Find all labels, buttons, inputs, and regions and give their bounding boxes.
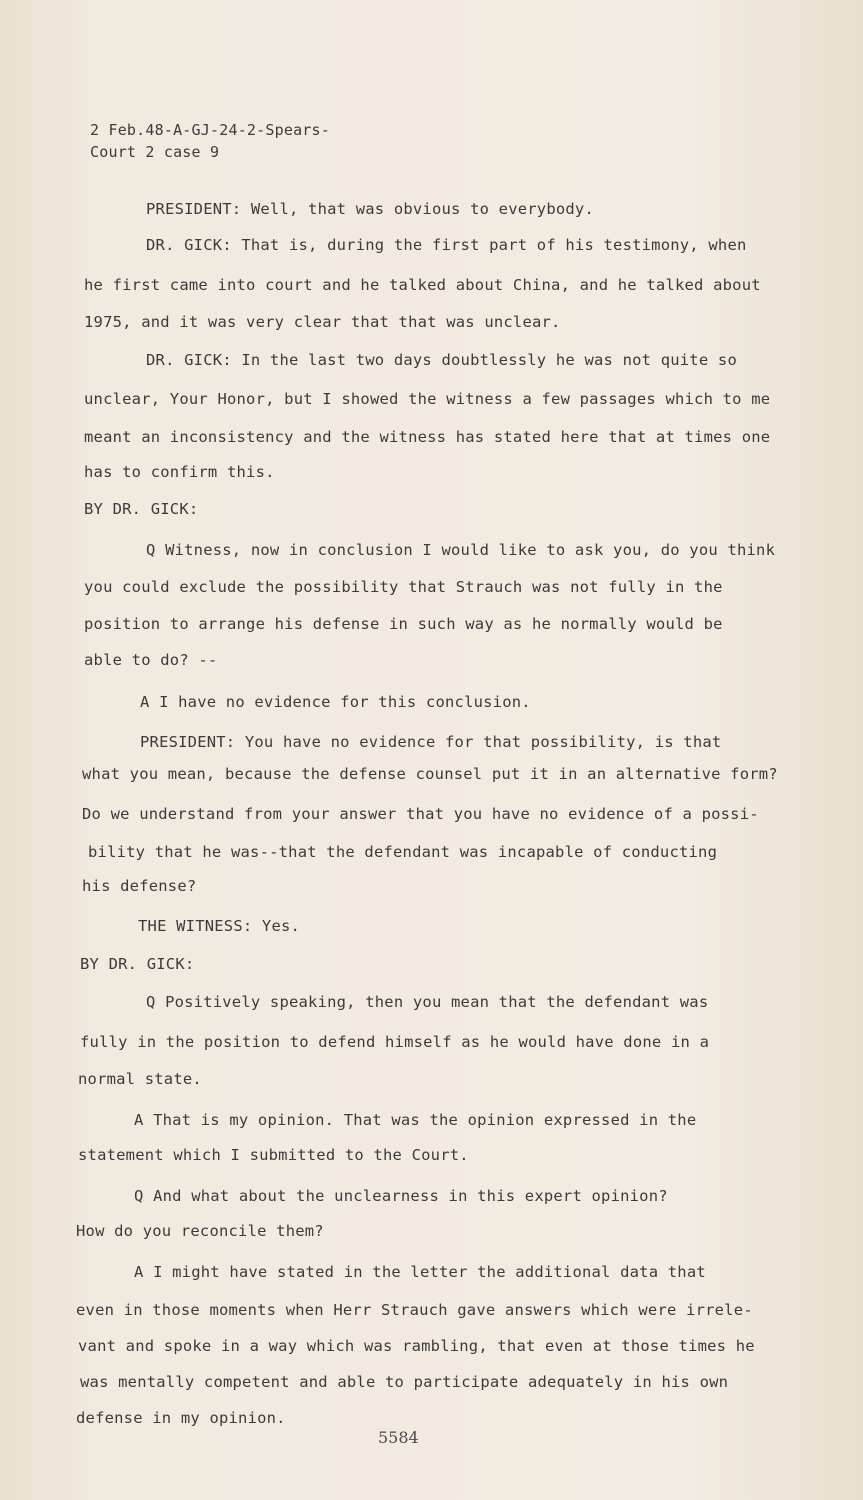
transcript-line: How do you reconcile them? <box>76 1222 324 1240</box>
transcript-line: A I have no evidence for this conclusion. <box>140 693 531 711</box>
transcript-line: even in those moments when Herr Strauch gave answers which were irrele- <box>76 1301 753 1319</box>
transcript-line: A That is my opinion. That was the opinion expressed in the <box>134 1111 697 1129</box>
transcript-line: his defense? <box>82 877 197 895</box>
transcript-line: position to arrange his defense in such way as he normally would be <box>84 615 723 633</box>
transcript-line: BY DR. GICK: <box>84 500 199 518</box>
header-case-line: Court 2 case 9 <box>90 143 220 161</box>
transcript-line: A I might have stated in the letter the additional data that <box>134 1263 706 1281</box>
transcript-line: able to do? -- <box>84 651 218 669</box>
transcript-line: normal state. <box>78 1070 202 1088</box>
transcript-line: unclear, Your Honor, but I showed the witness a few passages which to me <box>84 390 771 408</box>
transcript-line: DR. GICK: That is, during the first part of his testimony, when <box>146 236 747 254</box>
transcript-line: Do we understand from your answer that you have no evidence of a possi- <box>82 805 759 823</box>
transcript-line: has to confirm this. <box>84 463 275 481</box>
transcript-line: statement which I submitted to the Court. <box>78 1146 469 1164</box>
page-number: 5584 <box>378 1428 419 1447</box>
transcript-line: vant and spoke in a way which was rambling, that even at those times he <box>78 1337 755 1355</box>
transcript-line: he first came into court and he talked about China, and he talked about <box>84 276 761 294</box>
transcript-line: fully in the position to defend himself as he would have done in a <box>80 1033 710 1051</box>
transcript-line: Q And what about the unclearness in this expert opinion? <box>134 1187 668 1205</box>
transcript-line: PRESIDENT: You have no evidence for that possibility, is that <box>140 733 722 751</box>
transcript-line: you could exclude the possibility that Strauch was not fully in the <box>84 578 723 596</box>
transcript-line: defense in my opinion. <box>76 1409 286 1427</box>
transcript-line: bility that he was--that the defendant was incapable of conducting <box>88 843 718 861</box>
transcript-line: what you mean, because the defense counsel put it in an alternative form? <box>82 765 778 783</box>
header-docket-line: 2 Feb.48-A-GJ-24-2-Spears- <box>90 121 330 139</box>
transcript-line: PRESIDENT: Well, that was obvious to everybody. <box>146 200 594 218</box>
transcript-line: BY DR. GICK: <box>80 955 195 973</box>
transcript-line: 1975, and it was very clear that that was unclear. <box>84 313 561 331</box>
transcript-line: was mentally competent and able to participate adequately in his own <box>80 1373 729 1391</box>
transcript-line: meant an inconsistency and the witness has stated here that at times one <box>84 428 771 446</box>
transcript-line: DR. GICK: In the last two days doubtlessly he was not quite so <box>146 351 737 369</box>
transcript-line: Q Witness, now in conclusion I would like to ask you, do you think <box>146 541 776 559</box>
transcript-line: THE WITNESS: Yes. <box>138 917 301 935</box>
transcript-line: Q Positively speaking, then you mean that the defendant was <box>146 993 709 1011</box>
